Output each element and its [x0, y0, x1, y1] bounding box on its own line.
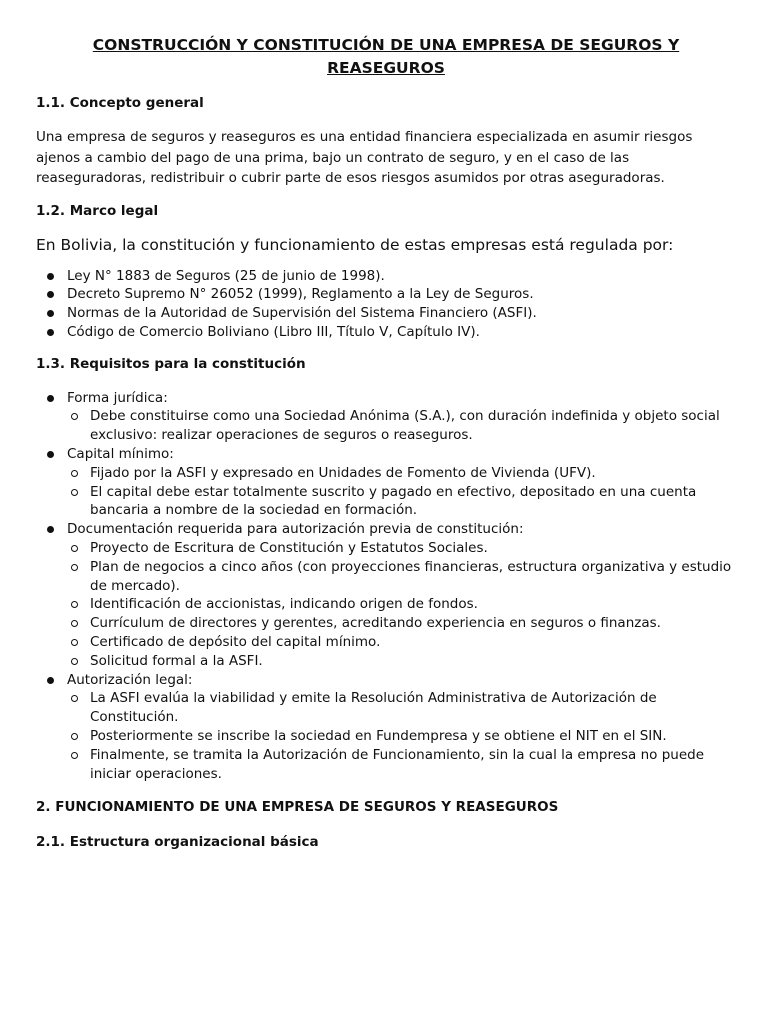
sublist-item: Identificación de accionistas, indicando origen de fondos. [67, 595, 736, 614]
sublist-item: Currículum de directores y gerentes, acreditando experiencia en seguros o finanzas. [67, 614, 736, 633]
sublist-item: Fijado por la ASFI y expresado en Unidades de Fomento de Vivienda (UFV). [67, 464, 736, 483]
list-item: Código de Comercio Boliviano (Libro III, Título V, Capítulo IV). [36, 323, 736, 342]
requirements-list [36, 389, 736, 784]
list-item-label: Autorización legal: [67, 671, 193, 688]
sublist [67, 689, 736, 783]
sublist [67, 539, 736, 671]
sublist-item: El capital debe estar totalmente suscrito y pagado en efectivo, depositado en una cuenta bancaria a nombre de la sociedad en formación. [67, 483, 736, 521]
sublist-item: Certificado de depósito del capital mínimo. [67, 633, 736, 652]
section-heading-2-1: 2.1. Estructura organizacional básica [36, 834, 319, 851]
sublist [67, 407, 736, 445]
sublist-item: Plan de negocios a cinco años (con proyecciones financieras, estructura organizativa y estudio de mercado). [67, 558, 736, 596]
sublist-item: Debe constituirse como una Sociedad Anónima (S.A.), con duración indefinida y objeto social exclusivo: realizar operaciones de seguros o reaseguros. [67, 407, 736, 445]
sublist-item: Proyecto de Escritura de Constitución y Estatutos Sociales. [67, 539, 736, 558]
section-heading-1-2: 1.2. Marco legal [36, 202, 159, 219]
sublist-item: Solicitud formal a la ASFI. [67, 652, 736, 671]
sublist-item: La ASFI evalúa la viabilidad y emite la Resolución Administrativa de Autorización de Constitución. [67, 689, 736, 727]
section-heading-1-1: 1.1. Concepto general [36, 95, 204, 111]
list-item-label: Forma jurídica: [67, 389, 168, 406]
sublist-item: Posteriormente se inscribe la sociedad en Fundempresa y se obtiene el NIT en el SIN. [67, 727, 736, 746]
document-title: CONSTRUCCIÓN Y CONSTITUCIÓN DE UNA EMPRESA DE SEGUROS Y REASEGUROS [92, 36, 680, 77]
list-item [36, 445, 736, 520]
list-item [36, 671, 736, 784]
document-page [36, 34, 736, 851]
list-item [36, 520, 736, 670]
sublist-item: Finalmente, se tramita la Autorización de Funcionamiento, sin la cual la empresa no puede iniciar operaciones. [67, 746, 736, 784]
list-item: Normas de la Autoridad de Supervisión del Sistema Financiero (ASFI). [36, 304, 736, 323]
list-item: Decreto Supremo N° 26052 (1999), Reglamento a la Ley de Seguros. [36, 285, 736, 304]
list-item [36, 389, 736, 445]
list-item-label: Capital mínimo: [67, 446, 174, 463]
section-paragraph-1-1: Una empresa de seguros y reaseguros es una entidad financiera especializada en asumir riesgos ajenos a cambio del pago de una prima, bajo un contrato de seguro, y en el caso de las reaseguradoras, redistribuir o cubrir parte de esos riesgos asumidos por otras aseguradoras. [36, 129, 693, 186]
section-heading-2: 2. FUNCIONAMIENTO DE UNA EMPRESA DE SEGUROS Y REASEGUROS [36, 799, 559, 816]
legal-framework-list [36, 267, 736, 342]
sublist [67, 464, 736, 520]
list-item: Ley N° 1883 de Seguros (25 de junio de 1998). [36, 267, 736, 286]
legal-framework-lead: En Bolivia, la constitución y funcionamiento de estas empresas está regulada por: [36, 235, 674, 254]
list-item-label: Documentación requerida para autorización previa de constitución: [67, 521, 524, 538]
section-heading-1-3: 1.3. Requisitos para la constitución [36, 355, 306, 372]
